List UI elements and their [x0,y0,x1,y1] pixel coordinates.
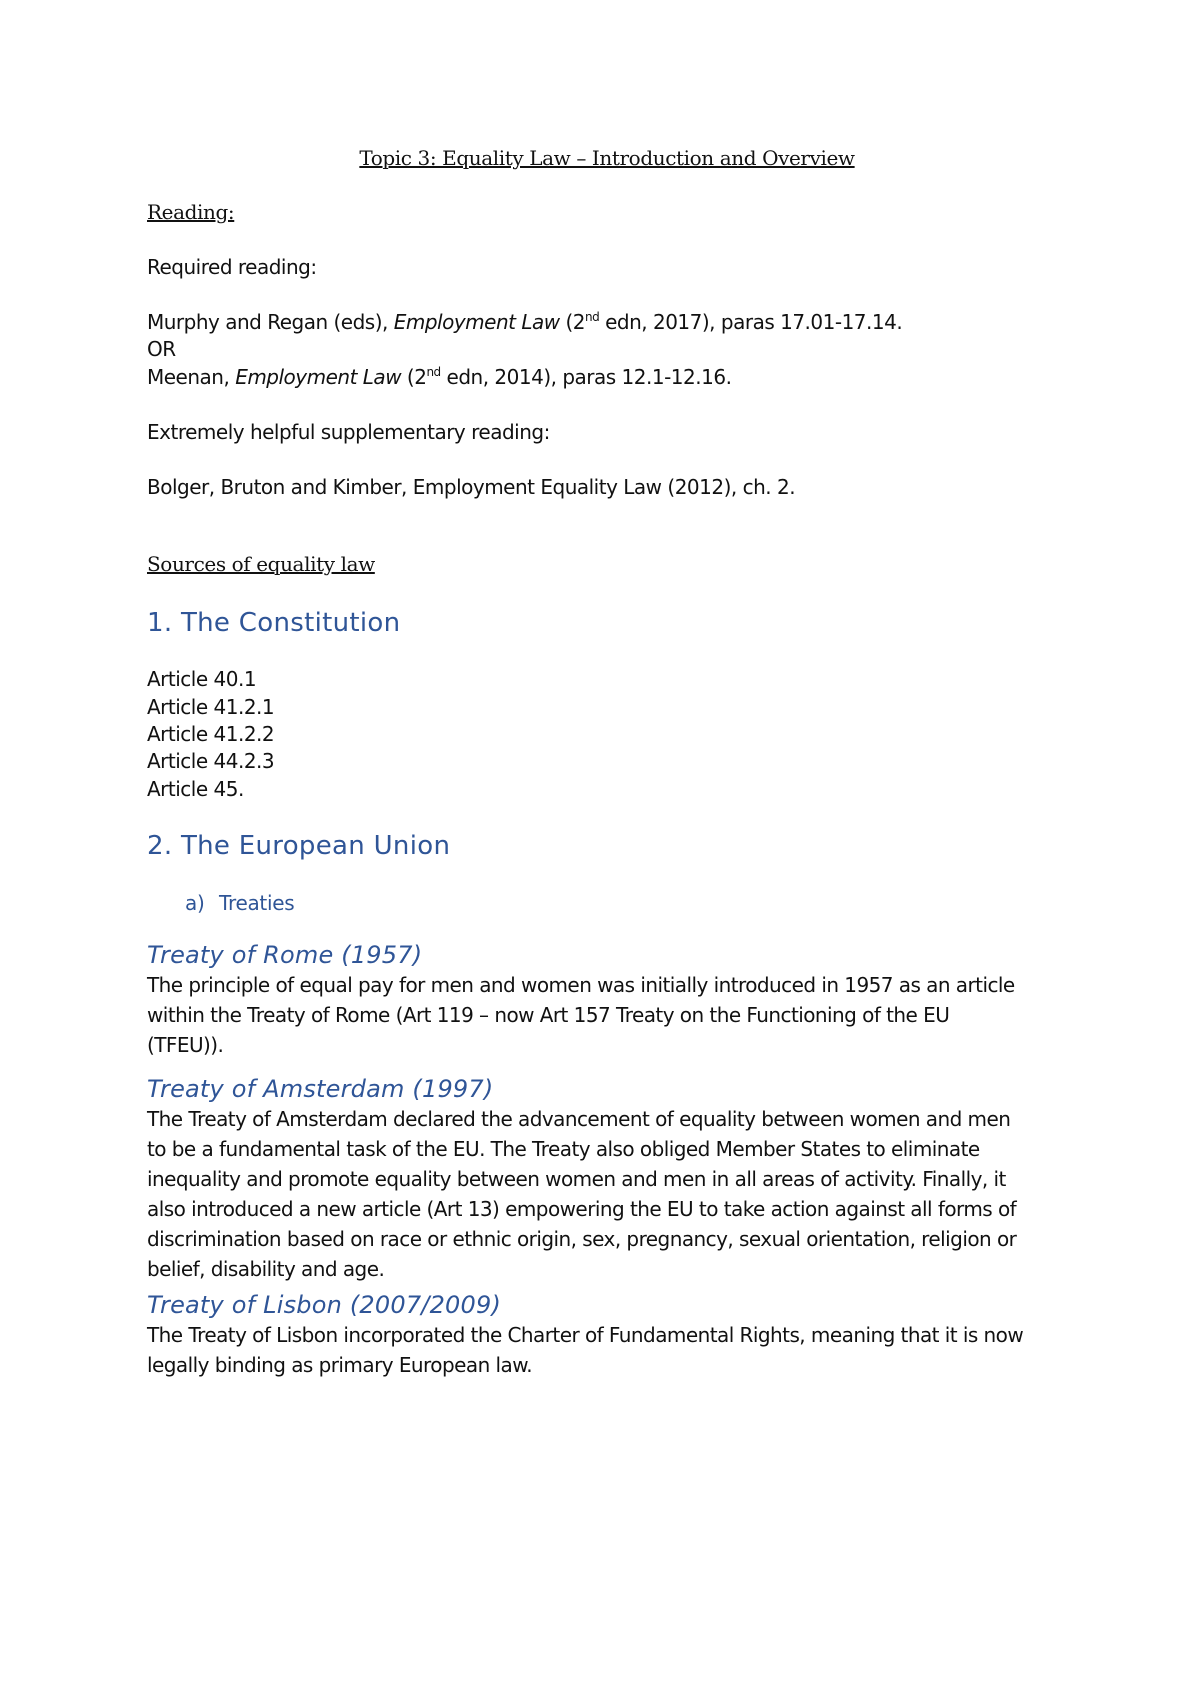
reading-heading: Reading: [147,200,235,224]
treaty-lisbon-text: The Treaty of Lisbon incorporated the Charter of Fundamental Rights, meaning that it is now legally binding as primary European law. [147,1323,1024,1377]
eu-heading: 2. The European Union [147,831,451,861]
constitution-heading: 1. The Constitution [147,608,401,638]
reading-bolger: Bolger, Bruton and Kimber, Employment Equality Law (2012), ch. 2. [147,475,796,499]
sources-heading: Sources of equality law [147,552,375,576]
page-title: Topic 3: Equality Law – Introduction and Overview [359,146,855,170]
list-marker: a) [185,891,205,915]
treaty-amsterdam-text: The Treaty of Amsterdam declared the advancement of equality between women and men to be a fundamental task of the EU. The Treaty also obliged Member States to eliminate inequality and promote equality between women and men in all areas of activity. Finally, it also introduced a new article (Art 13) empowering the EU to take action against all forms of discrimination based on race or ethnic origin, sex, pregnancy, sexual orientation, religion or belief, disability and age. [147,1107,1017,1281]
treaties-subheading: a) Treaties [185,891,295,915]
article-item: Article 44.2.3 [147,749,275,773]
supplementary-reading-label: Extremely helpful supplementary reading: [147,420,550,444]
treaty-rome-text: The principle of equal pay for men and women was initially introduced in 1957 as an article within the Treaty of Rome (Art 119 – now Art 157 Treaty on the Functioning of the EU (TFEU)). [147,973,1015,1057]
article-item: Article 41.2.1 [147,695,275,719]
article-item: Article 41.2.2 [147,722,275,746]
reading-murphy: Murphy and Regan (eds), Employment Law (2nd edn, 2017), paras 17.01-17.14. [147,310,903,334]
article-item: Article 45. [147,777,244,801]
article-item: Article 40.1 [147,667,257,691]
reading-meenan: Meenan, Employment Law (2nd edn, 2014), paras 12.1-12.16. [147,365,732,389]
treaty-lisbon-title: Treaty of Lisbon (2007/2009) [147,1291,502,1319]
required-reading-label: Required reading: [147,255,317,279]
reading-or: OR [147,337,176,361]
treaty-amsterdam-title: Treaty of Amsterdam (1997) [147,1075,494,1103]
treaty-rome-title: Treaty of Rome (1957) [147,941,423,969]
